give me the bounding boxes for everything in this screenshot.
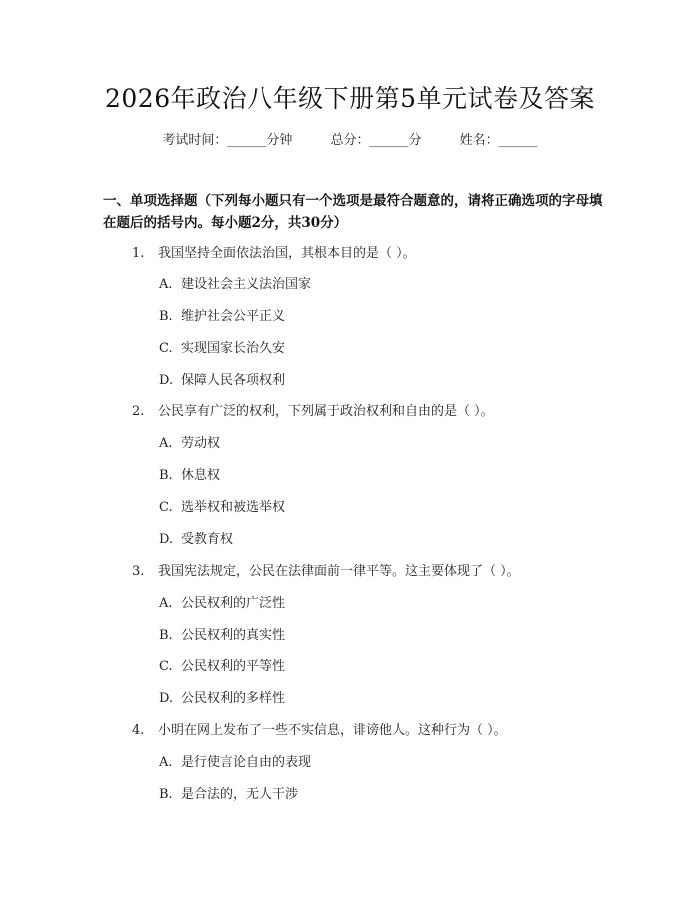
question-text: 公民享有广泛的权利，下列属于政治权利和自由的是（ ）。	[158, 404, 494, 419]
question-4-option-b	[159, 785, 298, 805]
question-3	[132, 562, 520, 582]
option-letter: D.	[159, 532, 174, 547]
question-text: 我国宪法规定，公民在法律面前一律平等。这主要体现了（ ）。	[158, 564, 520, 579]
question-1-option-c	[159, 339, 285, 359]
option-letter: A.	[159, 436, 173, 451]
question-3-option-c	[159, 657, 285, 677]
question-text: 我国坚持全面依法治国，其根本目的是（ ）。	[158, 246, 416, 261]
student-name-field: 姓名：______	[459, 133, 538, 148]
option-text: 劳动权	[181, 436, 221, 451]
exam-meta	[0, 131, 700, 151]
option-letter: A.	[159, 277, 173, 292]
option-letter: B.	[159, 468, 173, 483]
question-2-option-c	[159, 498, 285, 518]
exam-title: 2026年政治八年级下册第5单元试卷及答案	[104, 84, 596, 113]
total-score-field: 总分：______分	[330, 133, 422, 148]
question-1-option-d	[159, 371, 285, 391]
option-text: 建设社会主义法治国家	[181, 277, 312, 292]
question-3-option-d	[159, 689, 285, 709]
question-1-option-b	[159, 307, 285, 327]
option-letter: C.	[159, 341, 173, 356]
question-3-option-b	[159, 626, 285, 646]
option-letter: A.	[159, 755, 173, 770]
question-4	[132, 721, 507, 741]
option-text: 公民权利的平等性	[181, 659, 286, 674]
option-text: 公民权利的多样性	[181, 691, 286, 706]
exam-time-field: 考试时间：______分钟	[162, 133, 293, 148]
option-text: 选举权和被选举权	[181, 500, 286, 515]
option-text: 维护社会公平正义	[181, 309, 286, 324]
option-letter: B.	[159, 628, 173, 643]
question-2-option-d	[159, 530, 233, 550]
question-2	[132, 402, 494, 422]
question-number: 4.	[132, 723, 145, 738]
question-text: 小明在网上发布了一些不实信息，诽谤他人。这种行为（ ）。	[158, 723, 507, 738]
option-text: 是合法的，无人干涉	[181, 787, 299, 802]
option-text: 保障人民各项权利	[181, 373, 286, 388]
question-2-option-a	[159, 434, 220, 454]
option-letter: D.	[159, 691, 174, 706]
option-letter: C.	[159, 500, 173, 515]
question-2-option-b	[159, 466, 220, 486]
question-1	[132, 244, 416, 264]
option-text: 公民权利的广泛性	[181, 596, 286, 611]
question-1-option-a	[159, 275, 311, 295]
question-4-option-a	[159, 753, 311, 773]
option-text: 公民权利的真实性	[181, 628, 286, 643]
option-letter: C.	[159, 659, 173, 674]
option-letter: D.	[159, 373, 174, 388]
option-text: 休息权	[181, 468, 221, 483]
question-3-option-a	[159, 594, 285, 614]
option-text: 实现国家长治久安	[181, 341, 286, 356]
question-number: 3.	[132, 564, 145, 579]
option-text: 是行使言论自由的表现	[181, 755, 312, 770]
option-letter: B.	[159, 787, 173, 802]
question-number: 1.	[132, 246, 145, 261]
section-heading: 一、单项选择题（下列每小题只有一个选项是最符合题意的，请将正确选项的字母填在题后的括号内。每小题2分，共30分）	[103, 193, 603, 231]
question-number: 2.	[132, 404, 145, 419]
option-letter: A.	[159, 596, 173, 611]
option-text: 受教育权	[181, 532, 234, 547]
option-letter: B.	[159, 309, 173, 324]
